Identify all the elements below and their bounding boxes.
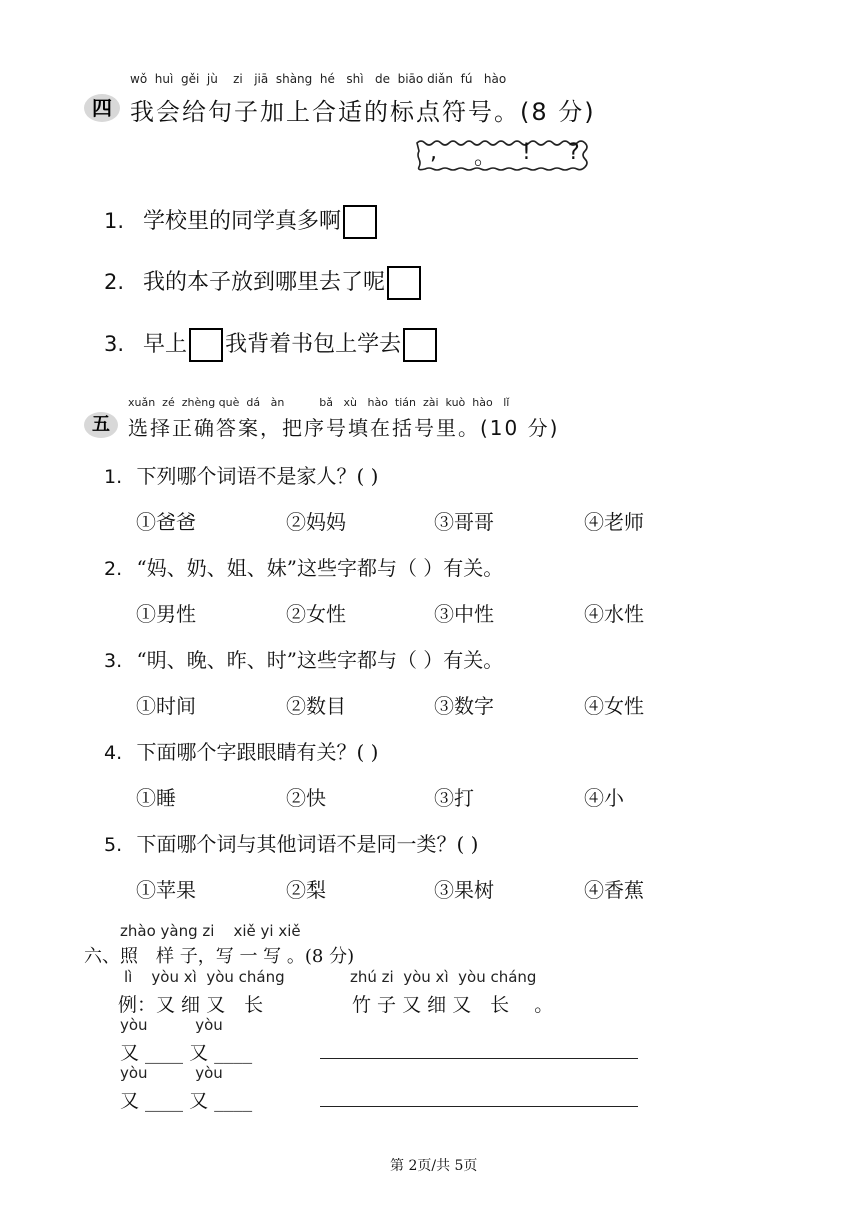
section4-title: 我会给句子加上合适的标点符号。(8 分) bbox=[130, 98, 596, 126]
option[interactable]: ①男性 bbox=[136, 602, 196, 626]
section5-badge: 五 bbox=[84, 412, 118, 438]
option[interactable]: ④水性 bbox=[584, 602, 644, 626]
question-text: 我的本子放到哪里去了呢 bbox=[143, 270, 386, 295]
question-number: 3. bbox=[104, 332, 125, 356]
example-right: 竹 子 又 细 又 长 。 bbox=[352, 994, 554, 1016]
row2-pinyin: yòu yòu bbox=[120, 1064, 223, 1082]
punct-comma: , bbox=[430, 140, 437, 165]
option[interactable]: ①爸爸 bbox=[136, 510, 196, 534]
option[interactable]: ③打 bbox=[434, 786, 474, 810]
question-text: 学校里的同学真多啊 bbox=[143, 209, 342, 234]
option[interactable]: ②快 bbox=[286, 786, 326, 810]
option[interactable]: ④小 bbox=[584, 786, 624, 810]
option[interactable]: ②梨 bbox=[286, 878, 326, 902]
option[interactable]: ④老师 bbox=[584, 510, 644, 534]
option[interactable]: ②女性 bbox=[286, 602, 346, 626]
punct-question: ? bbox=[568, 140, 580, 165]
question-text: “妈、奶、姐、妹”这些字都与（ ）有关。 bbox=[136, 556, 504, 580]
section5-pinyin: xuǎn zé zhèng què dá àn bǎ xù hào tián zài kuò hào lǐ bbox=[128, 396, 510, 409]
s5-question-5 bbox=[104, 828, 478, 857]
punctuation-frame bbox=[413, 137, 591, 175]
s5-question-3 bbox=[104, 644, 503, 673]
section6-pinyin: zhào yàng zi xiě yi xiě bbox=[120, 922, 301, 940]
question-text: 下面哪个词与其他词语不是同一类？( ) bbox=[136, 832, 479, 856]
s5-question-2 bbox=[104, 552, 503, 581]
section5-title: 选择正确答案，把序号填在括号里。(10 分) bbox=[128, 416, 560, 440]
question-text: 下列哪个词语不是家人？( ) bbox=[136, 464, 379, 488]
option[interactable]: ④女性 bbox=[584, 694, 644, 718]
option[interactable]: ④香蕉 bbox=[584, 878, 644, 902]
s4-question-3 bbox=[104, 327, 439, 362]
option[interactable]: ②数目 bbox=[286, 694, 346, 718]
question-number: 1. bbox=[104, 466, 123, 488]
example-pinyin-left: lì yòu xì yòu cháng bbox=[124, 968, 285, 986]
answer-box[interactable] bbox=[387, 266, 421, 300]
question-text-before: 早上 bbox=[143, 332, 188, 357]
section4-pinyin: wǒ huì gěi jù zi jiā shàng hé shì de biāo diǎn fú hào bbox=[130, 72, 507, 86]
option[interactable]: ②妈妈 bbox=[286, 510, 346, 534]
section4-badge: 四 bbox=[84, 94, 120, 122]
question-text: 下面哪个字跟眼睛有关？( ) bbox=[136, 740, 379, 764]
question-text: “明、晚、昨、时”这些字都与（ ）有关。 bbox=[136, 648, 504, 672]
option[interactable]: ①苹果 bbox=[136, 878, 196, 902]
question-number: 2. bbox=[104, 270, 125, 294]
answer-box[interactable] bbox=[403, 328, 437, 362]
s4-question-2 bbox=[104, 265, 423, 300]
row2-text[interactable]: 又 ____ 又 ____ bbox=[120, 1090, 253, 1112]
option[interactable]: ①时间 bbox=[136, 694, 196, 718]
question-number: 3. bbox=[104, 650, 123, 672]
question-text-after: 我背着书包上学去 bbox=[225, 332, 402, 357]
option[interactable]: ①睡 bbox=[136, 786, 176, 810]
question-number: 2. bbox=[104, 558, 123, 580]
answer-box[interactable] bbox=[189, 328, 223, 362]
option[interactable]: ③哥哥 bbox=[434, 510, 494, 534]
section6-title: 六、照 样 子，写 一 写 。(8 分) bbox=[84, 946, 355, 967]
row1-pinyin: yòu yòu bbox=[120, 1016, 223, 1034]
punct-exclaim: ! bbox=[522, 140, 531, 165]
s5-question-1 bbox=[104, 460, 378, 489]
answer-box[interactable] bbox=[343, 205, 377, 239]
option[interactable]: ③中性 bbox=[434, 602, 494, 626]
answer-line-1[interactable] bbox=[320, 1058, 638, 1059]
question-number: 5. bbox=[104, 834, 123, 856]
question-number: 1. bbox=[104, 209, 125, 233]
option[interactable]: ③数字 bbox=[434, 694, 494, 718]
question-number: 4. bbox=[104, 742, 123, 764]
example-left: 例：又 细 又 长 bbox=[118, 994, 264, 1016]
option[interactable]: ③果树 bbox=[434, 878, 494, 902]
answer-line-2[interactable] bbox=[320, 1106, 638, 1107]
row1-text[interactable]: 又 ____ 又 ____ bbox=[120, 1042, 253, 1064]
s4-question-1 bbox=[104, 204, 379, 239]
page-footer: 第 2页/共 5页 bbox=[390, 1158, 478, 1174]
s5-question-4 bbox=[104, 736, 378, 765]
punct-period: 。 bbox=[474, 145, 497, 170]
example-pinyin-right: zhú zi yòu xì yòu cháng bbox=[350, 968, 537, 986]
